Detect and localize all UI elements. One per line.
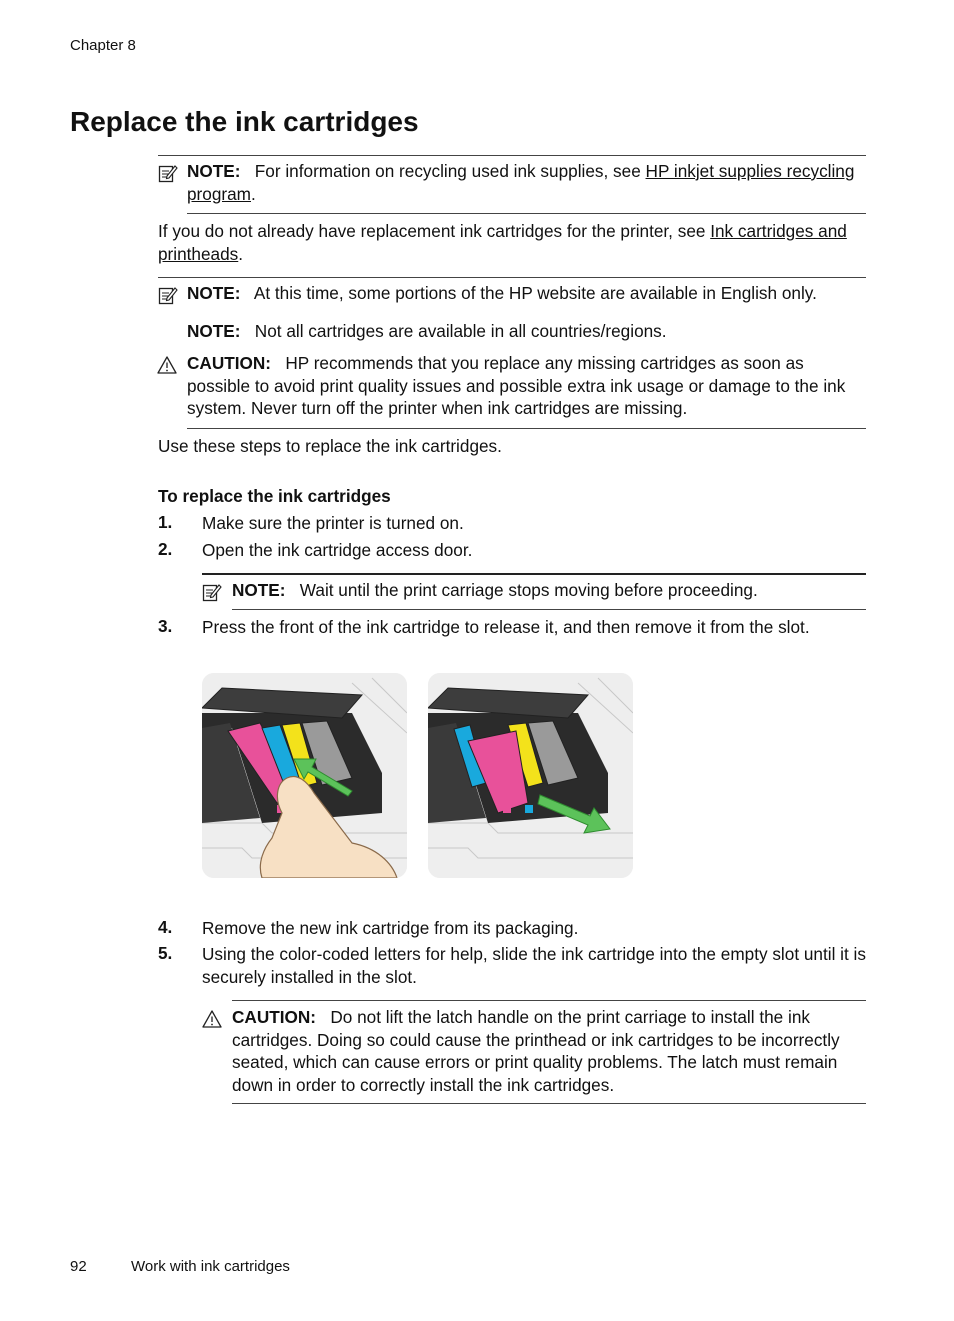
note-icon [158, 285, 178, 305]
step-number: 1. [158, 512, 173, 532]
note-recycling [187, 160, 867, 205]
intro-suffix: . [238, 243, 244, 264]
step-number: 5. [158, 943, 173, 963]
note-carriage [232, 579, 866, 602]
intro-paragraph [158, 220, 866, 265]
step-text: Open the ink cartridge access door. [202, 540, 473, 560]
intro-text: If you do not already have replacement ink cartridges for the printer, see [158, 221, 711, 241]
recycling-program-link[interactable]: HP inkjet supplies recycling program [187, 161, 855, 204]
caution-top-rule [232, 1000, 866, 1001]
note-bottom-rule [187, 213, 866, 214]
caution-text: Do not lift the latch handle on the print carriage to install the ink cartridges. Doing so could cause the printhead or ink cartridges to be incorrectly seated, which can cause errors or print quality problems. The latch must remain down in order to correctly install the ink cartridges. [232, 1007, 840, 1095]
footer-section: Work with ink cartridges [131, 1258, 290, 1275]
caution-label: CAUTION: [232, 1007, 317, 1027]
note-label: NOTE: [187, 161, 241, 181]
illustration-remove-cartridge [428, 673, 633, 878]
page-number: 92 [70, 1258, 87, 1275]
note-group-top-rule [158, 277, 866, 278]
caution-bottom-rule [232, 1103, 866, 1104]
caution-text: HP recommends that you replace any missing cartridges as soon as possible to avoid print quality issues and possible extra ink usage or damage to the ink system. Never turn off the printer when ink cartridges are missing. [187, 353, 846, 418]
note-countries [187, 320, 867, 343]
note-english-only [187, 282, 877, 305]
note-label: NOTE: [187, 321, 241, 341]
step-text: Press the front of the ink cartridge to release it, and then remove it from the slot. [202, 617, 810, 637]
step-text: Using the color-coded letters for help, slide the ink cartridge into the empty slot until it is securely installed in the slot. [202, 944, 866, 987]
note-text: Not all cartridges are available in all countries/regions. [254, 321, 667, 341]
caution-latch-handle [232, 1006, 868, 1096]
note-label: NOTE: [232, 580, 286, 600]
caution-icon [202, 1009, 222, 1029]
step-number: 2. [158, 539, 173, 559]
note-text: For information on recycling used ink supplies, see [254, 161, 646, 181]
note-text: At this time, some portions of the HP website are available in English only. [253, 283, 817, 303]
note-icon [202, 582, 222, 602]
note-text: Wait until the print carriage stops moving before proceeding. [299, 580, 758, 600]
step-text: Make sure the printer is turned on. [202, 513, 464, 533]
step-number: 4. [158, 917, 173, 937]
page-title: Replace the ink cartridges [70, 106, 419, 137]
chapter-header: Chapter 8 [70, 37, 136, 54]
note-group-bottom-rule [187, 428, 866, 429]
ink-cartridges-link[interactable]: Ink cartridges and printheads [158, 221, 847, 264]
note-top-rule [158, 155, 866, 156]
caution-icon [157, 355, 177, 375]
procedure-heading: To replace the ink cartridges [158, 486, 391, 506]
note-bottom-rule [232, 609, 866, 610]
note-icon [158, 163, 178, 183]
use-steps-text: Use these steps to replace the ink cartridges. [158, 436, 502, 456]
illustration-press-cartridge [202, 673, 407, 878]
caution-label: CAUTION: [187, 353, 272, 373]
caution-missing-cartridges [187, 352, 867, 420]
note-top-rule [202, 573, 866, 575]
note-suffix: . [251, 183, 256, 204]
step-text: Remove the new ink cartridge from its packaging. [202, 918, 579, 938]
note-label: NOTE: [187, 283, 241, 303]
step-number: 3. [158, 616, 173, 636]
